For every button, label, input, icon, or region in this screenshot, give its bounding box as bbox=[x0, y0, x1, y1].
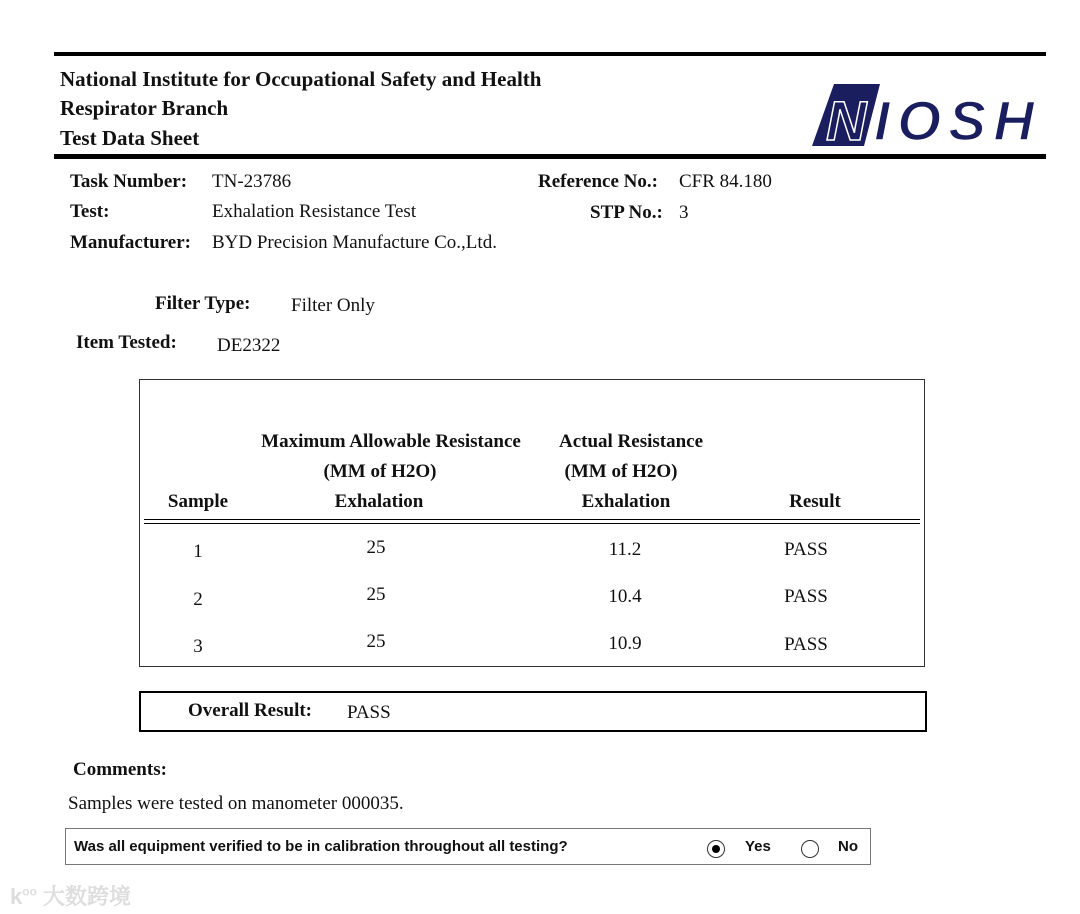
header-max-2: (MM of H2O) bbox=[323, 461, 437, 482]
svg-text:NIOSH: NIOSH bbox=[826, 89, 1034, 146]
test-value: Exhalation Resistance Test bbox=[212, 201, 417, 222]
header-divider bbox=[144, 519, 920, 520]
row-3-sample: 3 bbox=[193, 636, 203, 657]
item-tested-label: Item Tested: bbox=[76, 332, 177, 353]
overall-result-value: PASS bbox=[347, 702, 391, 723]
overall-result-label: Overall Result: bbox=[188, 700, 313, 721]
header-sample: Sample bbox=[167, 491, 229, 512]
radio-yes-label: Yes bbox=[745, 838, 771, 855]
task-label: Task Number: bbox=[70, 171, 188, 192]
stp-value: 3 bbox=[679, 202, 689, 223]
watermark-text: 大数跨境 bbox=[43, 884, 132, 909]
header-line-1: National Institute for Occupational Safety and Health bbox=[60, 67, 542, 91]
manufacturer-value: BYD Precision Manufacture Co.,Ltd. bbox=[212, 232, 497, 253]
radio-yes[interactable] bbox=[707, 840, 725, 858]
comments-label: Comments: bbox=[73, 759, 167, 780]
header-divider-2 bbox=[144, 523, 920, 524]
header-result: Result bbox=[789, 491, 841, 512]
header-max-3: Exhalation bbox=[334, 491, 424, 512]
row-3-result: PASS bbox=[784, 634, 828, 655]
row-3-max: 25 bbox=[366, 631, 386, 652]
calibration-question: Was all equipment verified to be in calibration throughout all testing? bbox=[74, 838, 568, 855]
stp-label: STP No.: bbox=[590, 202, 663, 223]
header-actual-1: Actual Resistance bbox=[558, 431, 704, 452]
row-1-actual: 11.2 bbox=[608, 539, 642, 560]
watermark: $k^{oo}$ 大数跨境 bbox=[10, 884, 132, 909]
filter-type-value: Filter Only bbox=[291, 295, 375, 316]
header-line-3: Test Data Sheet bbox=[60, 126, 200, 150]
item-tested-value: DE2322 bbox=[217, 335, 281, 356]
reference-label: Reference No.: bbox=[538, 171, 658, 192]
row-3-actual: 10.9 bbox=[608, 633, 642, 654]
row-1-result: PASS bbox=[784, 539, 828, 560]
niosh-logo bbox=[812, 84, 1036, 146]
radio-no-label: No bbox=[838, 838, 858, 855]
row-2-max: 25 bbox=[366, 584, 386, 605]
header-rule bbox=[54, 154, 1046, 159]
test-label: Test: bbox=[70, 201, 110, 222]
row-1-max: 25 bbox=[366, 537, 386, 558]
top-rule bbox=[54, 52, 1046, 56]
manufacturer-label: Manufacturer: bbox=[70, 232, 192, 253]
header-line-2: Respirator Branch bbox=[60, 96, 229, 120]
task-value: TN-23786 bbox=[212, 171, 292, 192]
radio-no[interactable] bbox=[801, 840, 819, 858]
row-2-actual: 10.4 bbox=[608, 586, 642, 607]
header-actual-2: (MM of H2O) bbox=[564, 461, 678, 482]
row-1-sample: 1 bbox=[193, 541, 203, 562]
row-2-sample: 2 bbox=[193, 589, 203, 610]
comments-text: Samples were tested on manometer 000035. bbox=[68, 793, 404, 814]
header-max-1: Maximum Allowable Resistance bbox=[261, 431, 521, 452]
header-actual-3: Exhalation bbox=[581, 491, 671, 512]
row-2-result: PASS bbox=[784, 586, 828, 607]
filter-type-label: Filter Type: bbox=[155, 293, 251, 314]
reference-value: CFR 84.180 bbox=[679, 171, 772, 192]
